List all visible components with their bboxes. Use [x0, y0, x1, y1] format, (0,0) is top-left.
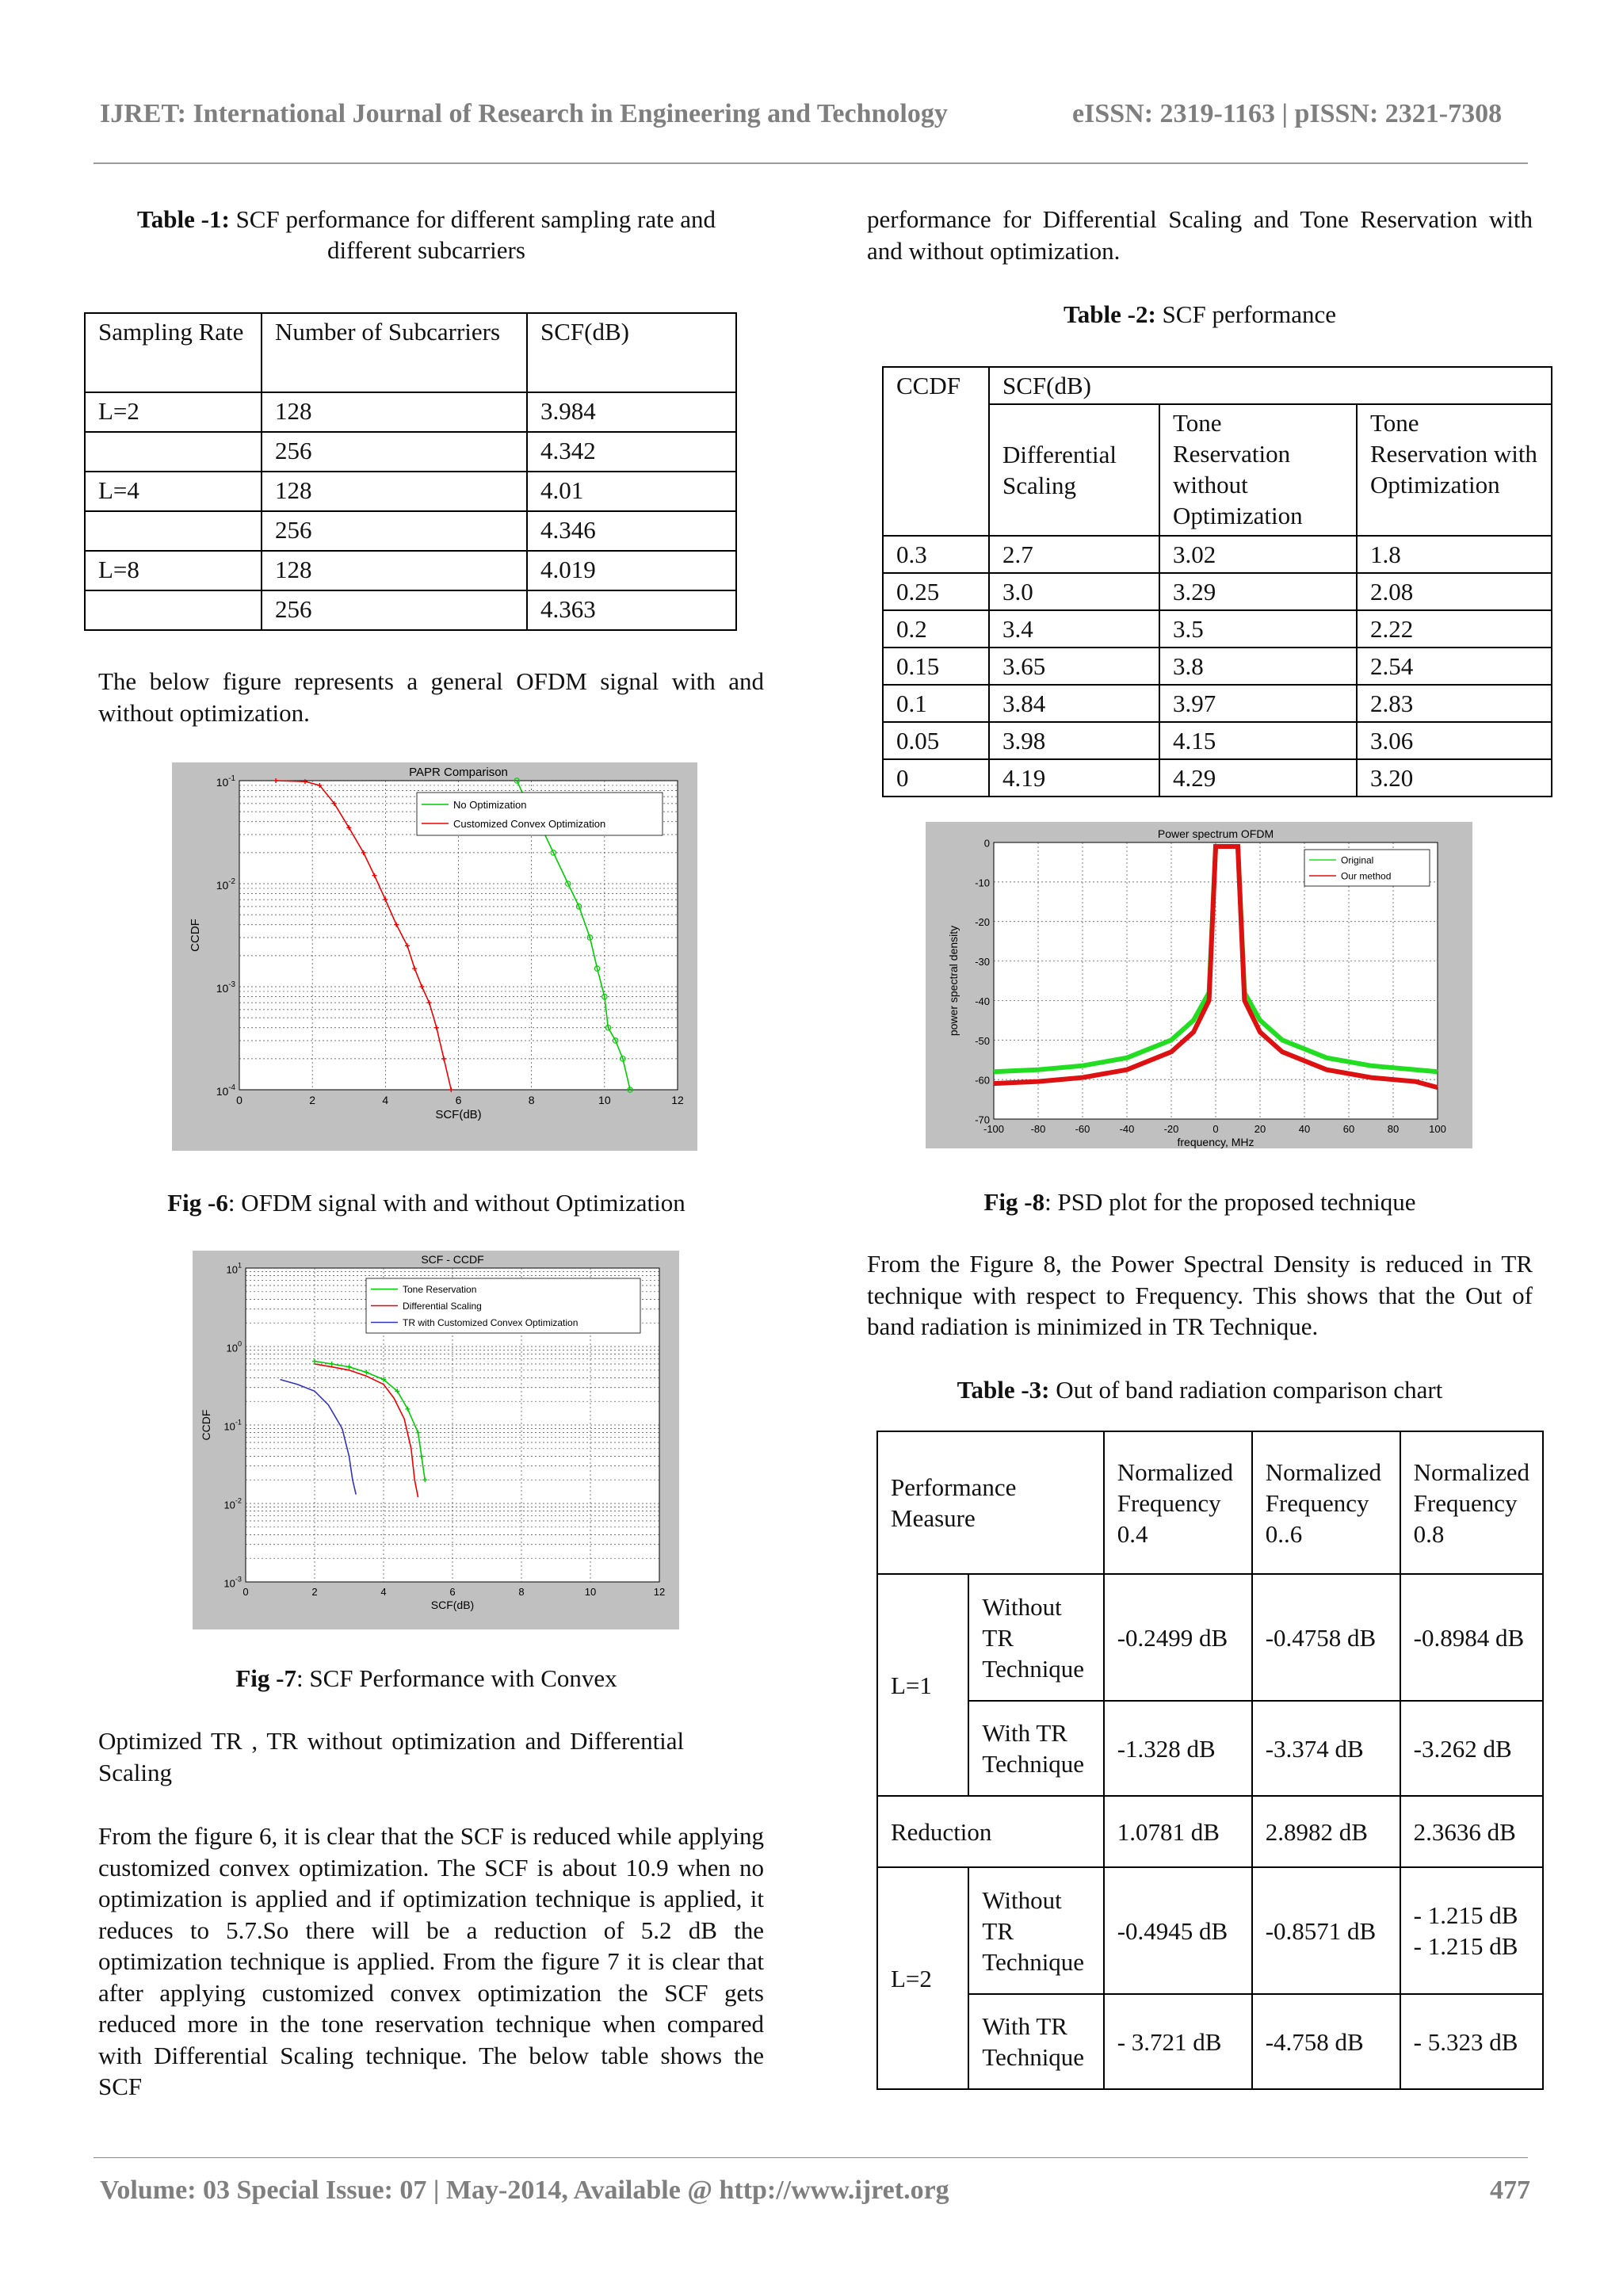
table2-cell: 3.4	[989, 610, 1159, 648]
figure-8	[926, 822, 1472, 1148]
table3-without: Without TR Technique	[968, 1867, 1103, 1994]
table3-header-perf: Performance Measure	[877, 1431, 1104, 1574]
legend-label: Our method	[1341, 870, 1392, 882]
table3-cell: -3.374 dB	[1252, 1701, 1400, 1796]
x-tick-label: 8	[528, 1094, 535, 1106]
paragraph: From the figure 6, it is clear that the SCF is reduced while applying customized convex optimization. The SCF is about 10.9 when no optimization is applied and if optimization technique is applied, it reduces to 5.7.So there will be a reduction of 5.2 dB the optimization technique is applied. From the figure 7 it is clear that after applying customized convex optimization the SCF gets reduced more in the tone reservation technique when compared with Differential Scaling technique. The below table shows the SCF	[98, 1822, 764, 2100]
y-tick-label: $10^{-1}$	[216, 774, 235, 789]
table2-cell: 1.8	[1357, 536, 1552, 573]
table1-caption: Table -1: SCF performance for different sampling rate and different subcarriers	[136, 205, 716, 264]
fig6-chart	[172, 762, 697, 1151]
table3-without: Without TR Technique	[968, 1574, 1103, 1701]
x-tick-label: 10	[584, 1586, 597, 1598]
table1-cell: 128	[262, 392, 527, 432]
table2-ccdf-cell: 0.1	[883, 685, 989, 722]
x-tick-label: 100	[1429, 1123, 1446, 1135]
table3-cell: -0.2499 dB	[1104, 1574, 1252, 1701]
table1-header-rate: Sampling Rate	[85, 313, 262, 392]
figure-6	[172, 762, 697, 1151]
x-tick-label: 6	[449, 1586, 456, 1598]
paragraph: Optimized TR , TR without optimization and Differential Scaling	[98, 1727, 685, 1786]
table1-cell: 3.984	[527, 392, 736, 432]
table2-ccdf-cell: 0.25	[883, 573, 989, 610]
table3-l1: L=1	[877, 1574, 968, 1796]
table2	[882, 366, 1552, 797]
x-tick-label: 2	[309, 1094, 316, 1106]
table3-cell: -1.328 dB	[1104, 1701, 1252, 1796]
figure-7	[193, 1251, 679, 1629]
table1-cell: 256	[262, 432, 527, 472]
x-tick-label: -20	[1163, 1123, 1179, 1135]
table3-cell: -0.4758 dB	[1252, 1574, 1400, 1701]
table2-ccdf-cell: 0	[883, 759, 989, 797]
x-tick-label: 12	[653, 1586, 666, 1598]
table2-subheader: Differential Scaling	[989, 404, 1159, 536]
table2-cell: 3.84	[989, 685, 1159, 722]
table2-cell: 4.19	[989, 759, 1159, 797]
legend-label: Original	[1341, 854, 1374, 866]
table3-l2: L=2	[877, 1867, 968, 2089]
table3-cell: -0.8984 dB	[1400, 1574, 1543, 1701]
x-tick-label: 60	[1342, 1123, 1355, 1135]
x-tick-label: 6	[455, 1094, 462, 1106]
table3-caption: Table -3: Out of band radiation comparison chart	[957, 1376, 1443, 1404]
table1	[84, 312, 737, 631]
table2-cell: 3.02	[1159, 536, 1357, 573]
y-tick-label: $10^{-2}$	[223, 1496, 242, 1511]
table1-rate-cell: L=2	[85, 392, 262, 432]
table2-subheader: Tone Reservation with Optimization	[1357, 404, 1552, 536]
table2-cell: 2.08	[1357, 573, 1552, 610]
table1-cell: 4.019	[527, 551, 736, 590]
y-tick-label: -20	[975, 916, 990, 929]
table2-cell: 2.83	[1357, 685, 1552, 722]
table1-cell: 4.346	[527, 511, 736, 551]
fig7-chart	[193, 1251, 679, 1629]
table3-reduction-label: Reduction	[877, 1796, 1104, 1867]
table2-caption: Table -2: SCF performance	[1063, 300, 1337, 328]
x-axis-label: SCF(dB)	[430, 1599, 475, 1611]
table2-cell: 2.22	[1357, 610, 1552, 648]
y-axis-label: CCDF	[200, 1409, 212, 1441]
y-tick-label: $10^{-2}$	[216, 877, 235, 892]
paragraph: The below figure represents a general OFDM signal with and without optimization.	[98, 667, 764, 727]
table1-cell: 4.342	[527, 432, 736, 472]
y-tick-label: $10^1$	[226, 1261, 242, 1276]
x-tick-label: 8	[518, 1586, 525, 1598]
table2-ccdf-cell: 0.05	[883, 722, 989, 759]
table2-ccdf-cell: 0.3	[883, 536, 989, 573]
issn: eISSN: 2319-1163 | pISSN: 2321-7308	[1072, 99, 1503, 128]
legend-label: Tone Reservation	[403, 1284, 477, 1295]
x-tick-label: 2	[311, 1586, 318, 1598]
table1-cell: 128	[262, 472, 527, 511]
table2-header-scf: SCF(dB)	[989, 367, 1552, 404]
y-tick-label: -10	[975, 877, 990, 889]
y-tick-label: -50	[975, 1034, 990, 1047]
x-axis-label: SCF(dB)	[435, 1108, 482, 1121]
table1-cell: 4.01	[527, 472, 736, 511]
table3-cell: - 5.323 dB	[1400, 1994, 1543, 2089]
table1-rate-cell: L=8	[85, 551, 262, 590]
x-tick-label: 0	[236, 1094, 242, 1106]
table3-cell: - 1.215 dB - 1.215 dB	[1400, 1867, 1543, 1994]
table2-cell: 3.0	[989, 573, 1159, 610]
table2-cell: 3.8	[1159, 648, 1357, 685]
page-number: 477	[1490, 2176, 1530, 2205]
table2-ccdf-cell: 0.15	[883, 648, 989, 685]
table3-with: With TR Technique	[968, 1701, 1103, 1796]
y-tick-label: $10^{-4}$	[216, 1083, 235, 1098]
table1-cell: 4.363	[527, 590, 736, 630]
table3-cell: 1.0781 dB	[1104, 1796, 1252, 1867]
table3	[876, 1431, 1544, 2090]
legend-label: Differential Scaling	[403, 1301, 482, 1312]
y-tick-label: $10^0$	[226, 1339, 242, 1354]
table1-header-subcarriers: Number of Subcarriers	[262, 313, 527, 392]
table2-cell: 4.15	[1159, 722, 1357, 759]
chart-title: PAPR Comparison	[409, 766, 508, 779]
table1-cell: 256	[262, 511, 527, 551]
table2-cell: 3.20	[1357, 759, 1552, 797]
x-tick-label: -80	[1030, 1123, 1046, 1135]
y-axis-label: power spectral density	[947, 925, 960, 1037]
x-tick-label: 10	[598, 1094, 611, 1106]
table2-cell: 3.98	[989, 722, 1159, 759]
footer-text: Volume: 03 Special Issue: 07 | May-2014, Available @ http://www.ijret.org	[100, 2176, 949, 2205]
table2-cell: 3.06	[1357, 722, 1552, 759]
fig8-caption: Fig -8: PSD plot for the proposed technique	[983, 1188, 1416, 1216]
table2-cell: 4.29	[1159, 759, 1357, 797]
y-tick-label: $10^{-3}$	[216, 980, 235, 995]
table2-cell: 3.65	[989, 648, 1159, 685]
x-tick-label: 4	[380, 1586, 387, 1598]
chart-title: SCF - CCDF	[421, 1253, 484, 1266]
table1-cell: 256	[262, 590, 527, 630]
x-tick-label: 12	[671, 1094, 684, 1106]
table3-cell: 2.8982 dB	[1252, 1796, 1400, 1867]
table3-cell: -0.4945 dB	[1104, 1867, 1252, 1994]
x-tick-label: -60	[1075, 1123, 1090, 1135]
y-tick-label: -40	[975, 995, 990, 1007]
y-tick-label: $10^{-1}$	[223, 1418, 242, 1433]
table3-header-freq: Normalized Frequency 0..6	[1252, 1431, 1400, 1574]
x-tick-label: 0	[1212, 1123, 1219, 1135]
legend-label: TR with Customized Convex Optimization	[403, 1317, 579, 1328]
x-tick-label: 20	[1254, 1123, 1266, 1135]
table1-rate-cell: L=4	[85, 472, 262, 511]
x-axis-label: frequency, MHz	[1177, 1136, 1254, 1148]
table3-header-freq: Normalized Frequency 0.8	[1400, 1431, 1543, 1574]
legend-label: Customized Convex Optimization	[453, 818, 606, 830]
table3-cell: 2.3636 dB	[1400, 1796, 1543, 1867]
table3-header-freq: Normalized Frequency 0.4	[1104, 1431, 1252, 1574]
y-tick-label: -30	[975, 956, 990, 968]
y-tick-label: -70	[975, 1114, 990, 1126]
table3-cell: -3.262 dB	[1400, 1701, 1543, 1796]
x-tick-label: 0	[242, 1586, 249, 1598]
y-axis-label: CCDF	[189, 919, 202, 952]
chart-title: Power spectrum OFDM	[1157, 827, 1274, 840]
table2-header-ccdf: CCDF	[883, 367, 989, 536]
x-tick-label: -100	[983, 1123, 1005, 1135]
y-tick-label: -60	[975, 1074, 990, 1087]
table3-cell: -0.8571 dB	[1252, 1867, 1400, 1994]
table2-cell: 2.54	[1357, 648, 1552, 685]
table2-cell: 3.5	[1159, 610, 1357, 648]
table3-cell: - 3.721 dB	[1104, 1994, 1252, 2089]
fig8-chart	[926, 822, 1472, 1148]
table2-cell: 3.97	[1159, 685, 1357, 722]
paragraph: From the Figure 8, the Power Spectral Density is reduced in TR technique with respect to Frequency. This shows that the Out of band radiation is minimized in TR Technique.	[867, 1250, 1533, 1340]
legend-label: No Optimization	[453, 799, 527, 811]
x-tick-label: 4	[382, 1094, 389, 1106]
table3-cell: -4.758 dB	[1252, 1994, 1400, 2089]
table2-ccdf-cell: 0.2	[883, 610, 989, 648]
paragraph: performance for Differential Scaling and Tone Reservation with and without optimization.	[867, 205, 1533, 265]
fig7-caption: Fig -7: SCF Performance with Convex	[235, 1664, 617, 1692]
x-tick-label: -40	[1119, 1123, 1135, 1135]
fig6-caption: Fig -6: OFDM signal with and without Optimization	[167, 1189, 685, 1217]
header-rule	[94, 162, 1528, 164]
table1-cell: 128	[262, 551, 527, 590]
footer-rule	[94, 2157, 1528, 2158]
x-tick-label: 40	[1298, 1123, 1311, 1135]
table2-cell: 2.7	[989, 536, 1159, 573]
y-tick-label: $10^{-3}$	[223, 1575, 242, 1590]
table3-with: With TR Technique	[968, 1994, 1103, 2089]
y-tick-label: 0	[983, 837, 990, 850]
journal-title: IJRET: International Journal of Research in Engineering and Technology	[100, 99, 948, 128]
table2-cell: 3.29	[1159, 573, 1357, 610]
table2-subheader: Tone Reservation without Optimization	[1159, 404, 1357, 536]
x-tick-label: 80	[1387, 1123, 1400, 1135]
table1-header-scf: SCF(dB)	[527, 313, 736, 392]
